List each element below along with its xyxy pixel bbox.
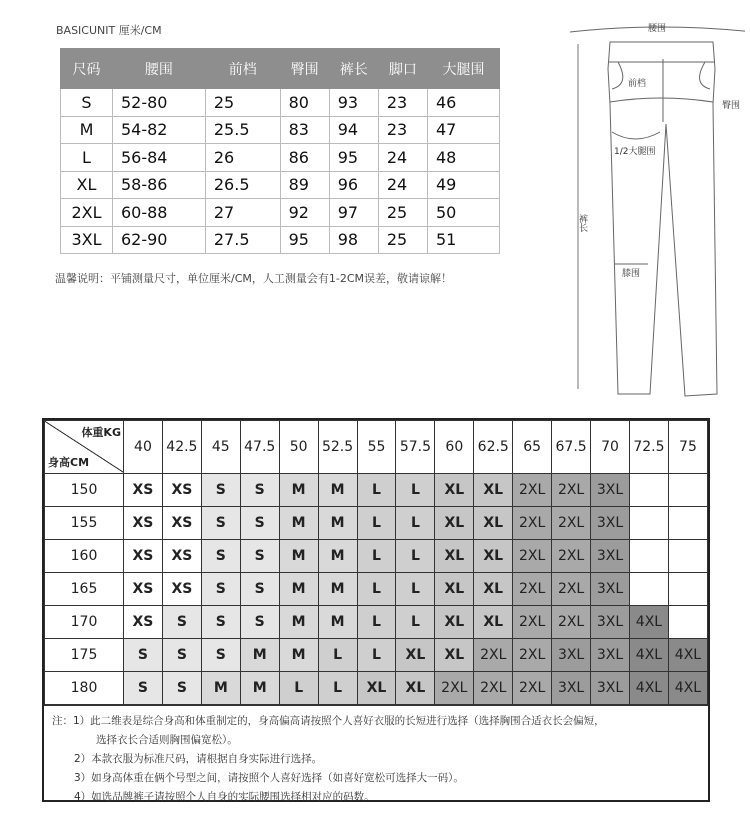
size-cell: 3XL: [552, 672, 591, 705]
note-2: 2）本款衣服为标准尺码，请根据自身实际进行选择。: [74, 753, 323, 765]
table-cell: 93: [329, 89, 378, 117]
size-cell: XL: [435, 540, 474, 573]
height-cell: 160: [45, 540, 124, 573]
size-cell: XL: [474, 573, 513, 606]
size-cell: XL: [396, 639, 435, 672]
size-cell: 4XL: [668, 672, 707, 705]
size-cell: L: [357, 507, 396, 540]
label-hip: 臀围: [722, 101, 741, 111]
note-1: 注：1）此二维表是综合身高和体重制定的，身高偏高请按照个人喜好衣服的长短进行选择（选择胸围合适衣长会偏短，: [52, 715, 605, 727]
weight-header: 52.5: [318, 421, 357, 474]
size-cell: S: [201, 507, 240, 540]
table-row: [61, 116, 500, 144]
size-cell: S: [201, 573, 240, 606]
weight-header: 75: [668, 421, 707, 474]
table-cell: 51: [427, 226, 499, 254]
size-row: [45, 474, 708, 507]
size-cell: [668, 507, 707, 540]
size-cell: L: [396, 507, 435, 540]
size-cell: S: [240, 573, 279, 606]
table-row: [61, 171, 500, 199]
table-cell: 46: [427, 89, 499, 117]
corner-header: [45, 421, 124, 474]
size-cell: S: [201, 606, 240, 639]
note-3: 3）如身高体重在俩个号型之间，请按照个人喜好选择（如喜好宽松可选择大一码）。: [74, 772, 464, 784]
column-header: 臀围: [280, 49, 329, 89]
size-cell: XS: [124, 507, 163, 540]
size-cell: [629, 573, 668, 606]
weight-header: 57.5: [396, 421, 435, 474]
pants-diagram: [570, 14, 745, 399]
column-header: 腰围: [112, 49, 205, 89]
table-cell: 95: [280, 226, 329, 254]
size-cell: 2XL: [513, 672, 552, 705]
size-cell: S: [240, 606, 279, 639]
size-row: [45, 573, 708, 606]
table-cell: 23: [378, 116, 427, 144]
size-cell: M: [240, 672, 279, 705]
size-cell: L: [396, 606, 435, 639]
table-cell: 24: [378, 144, 427, 172]
column-header: 前档: [205, 49, 280, 89]
size-cell: [629, 540, 668, 573]
table-cell: 47: [427, 116, 499, 144]
table-row: [61, 144, 500, 172]
size-cell: 3XL: [591, 474, 630, 507]
size-cell: M: [279, 474, 318, 507]
weight-header: 50: [279, 421, 318, 474]
size-cell: XS: [124, 540, 163, 573]
size-cell: 2XL: [513, 507, 552, 540]
size-row: [45, 672, 708, 705]
height-cell: 150: [45, 474, 124, 507]
size-cell: XL: [474, 606, 513, 639]
size-cell: XL: [435, 474, 474, 507]
size-cell: M: [279, 540, 318, 573]
weight-header: 72.5: [629, 421, 668, 474]
corner-diagonal: [45, 421, 124, 473]
table-cell: 56-84: [112, 144, 205, 172]
size-cell: [629, 474, 668, 507]
table-cell: 3XL: [61, 226, 113, 254]
table-cell: 54-82: [112, 116, 205, 144]
table-cell: 62-90: [112, 226, 205, 254]
size-cell: M: [318, 507, 357, 540]
size-cell: S: [201, 639, 240, 672]
table-cell: 98: [329, 226, 378, 254]
table-cell: XL: [61, 171, 113, 199]
table-cell: 52-80: [112, 89, 205, 117]
table-cell: 89: [280, 171, 329, 199]
table-cell: 27.5: [205, 226, 280, 254]
size-cell: S: [240, 474, 279, 507]
table-cell: 26: [205, 144, 280, 172]
size-cell: XL: [435, 639, 474, 672]
column-header: 脚口: [378, 49, 427, 89]
size-measurement-table: [60, 48, 500, 254]
table-cell: L: [61, 144, 113, 172]
weight-header: 40: [124, 421, 163, 474]
size-cell: 2XL: [513, 639, 552, 672]
size-cell: M: [318, 606, 357, 639]
column-header: 尺码: [61, 49, 113, 89]
size-cell: 2XL: [474, 639, 513, 672]
weight-header: 42.5: [162, 421, 201, 474]
size-cell: M: [240, 639, 279, 672]
size-cell: M: [279, 573, 318, 606]
size-cell: 2XL: [552, 606, 591, 639]
table-cell: 25.5: [205, 116, 280, 144]
size-cell: L: [318, 639, 357, 672]
size-cell: XL: [474, 507, 513, 540]
size-cell: M: [201, 672, 240, 705]
size-cell: L: [357, 606, 396, 639]
label-front-rise: 前档: [628, 79, 647, 89]
size-cell: 4XL: [629, 672, 668, 705]
size-cell: XS: [162, 507, 201, 540]
table-cell: 58-86: [112, 171, 205, 199]
height-cell: 175: [45, 639, 124, 672]
size-cell: M: [279, 606, 318, 639]
size-cell: L: [357, 639, 396, 672]
table-cell: 25: [378, 226, 427, 254]
table-cell: 49: [427, 171, 499, 199]
size-cell: 3XL: [552, 639, 591, 672]
label-half-thigh: 1/2大腿围: [614, 147, 656, 157]
size-cell: L: [279, 672, 318, 705]
size-row: [45, 606, 708, 639]
table-cell: 86: [280, 144, 329, 172]
weight-header: 70: [591, 421, 630, 474]
table-cell: 50: [427, 199, 499, 227]
weight-header: 45: [201, 421, 240, 474]
table-cell: 25: [378, 199, 427, 227]
size-cell: 2XL: [552, 540, 591, 573]
table-row: [61, 89, 500, 117]
table-cell: 83: [280, 116, 329, 144]
size-cell: XL: [396, 672, 435, 705]
size-cell: XS: [124, 606, 163, 639]
size-cell: 3XL: [591, 507, 630, 540]
size-cell: 2XL: [552, 474, 591, 507]
size-cell: XS: [162, 540, 201, 573]
size-cell: XL: [435, 606, 474, 639]
size-cell: 2XL: [552, 507, 591, 540]
table-row: [61, 226, 500, 254]
size-cell: XS: [162, 573, 201, 606]
size-cell: S: [124, 672, 163, 705]
size-cell: 2XL: [552, 573, 591, 606]
table-cell: 48: [427, 144, 499, 172]
label-knee: 膝围: [622, 269, 641, 279]
note-1-cont: 选择衣长合适则胸围偏宽松）。: [96, 734, 238, 746]
brand-unit-label: BASICUNIT 厘米/CM: [56, 24, 162, 37]
table-cell: 80: [280, 89, 329, 117]
size-cell: S: [162, 606, 201, 639]
weight-header: 55: [357, 421, 396, 474]
size-cell: 3XL: [591, 540, 630, 573]
size-cell: 3XL: [591, 672, 630, 705]
table-cell: 94: [329, 116, 378, 144]
size-row: [45, 639, 708, 672]
weight-axis-label: 体重KG: [81, 426, 121, 439]
size-cell: L: [357, 540, 396, 573]
weight-header: 47.5: [240, 421, 279, 474]
size-cell: L: [357, 474, 396, 507]
size-cell: S: [240, 507, 279, 540]
size-cell: [668, 606, 707, 639]
size-cell: M: [279, 507, 318, 540]
table-cell: 97: [329, 199, 378, 227]
table-cell: 25: [205, 89, 280, 117]
table-cell: 24: [378, 171, 427, 199]
size-cell: 3XL: [591, 573, 630, 606]
table-cell: 27: [205, 199, 280, 227]
size-cell: 2XL: [474, 672, 513, 705]
size-cell: XS: [124, 474, 163, 507]
table-cell: 23: [378, 89, 427, 117]
size-cell: S: [240, 540, 279, 573]
size-cell: [629, 507, 668, 540]
height-cell: 165: [45, 573, 124, 606]
label-length: 裤长: [577, 214, 587, 232]
table-cell: 60-88: [112, 199, 205, 227]
size-cell: XL: [357, 672, 396, 705]
size-cell: [668, 474, 707, 507]
size-cell: S: [124, 639, 163, 672]
height-cell: 155: [45, 507, 124, 540]
size-cell: [668, 573, 707, 606]
table-cell: 95: [329, 144, 378, 172]
size-cell: XL: [474, 540, 513, 573]
size-cell: 4XL: [629, 639, 668, 672]
size-cell: 4XL: [629, 606, 668, 639]
size-cell: S: [162, 639, 201, 672]
size-row: [45, 540, 708, 573]
pants-outline: [570, 27, 745, 396]
size-cell: S: [201, 540, 240, 573]
size-cell: [668, 540, 707, 573]
height-axis-label: 身高CM: [48, 456, 90, 469]
table-cell: M: [61, 116, 113, 144]
measurement-tip: 温馨说明：平铺测量尺寸，单位厘米/CM，人工测量会有1-2CM误差，敬请谅解！: [55, 272, 453, 285]
column-header: 大腿围: [427, 49, 499, 89]
size-cell: 2XL: [435, 672, 474, 705]
size-cell: L: [318, 672, 357, 705]
height-cell: 180: [45, 672, 124, 705]
size-cell: XL: [435, 507, 474, 540]
column-header: 裤长: [329, 49, 378, 89]
size-cell: 2XL: [513, 606, 552, 639]
table-cell: S: [61, 89, 113, 117]
weight-header: 60: [435, 421, 474, 474]
size-cell: XS: [124, 573, 163, 606]
label-waist: 腰围: [648, 24, 667, 34]
size-cell: M: [318, 474, 357, 507]
size-cell: 3XL: [591, 639, 630, 672]
size-cell: M: [318, 540, 357, 573]
table-cell: 96: [329, 171, 378, 199]
size-cell: S: [162, 672, 201, 705]
weight-header-row: [45, 421, 708, 474]
weight-header: 67.5: [552, 421, 591, 474]
height-weight-size-chart: [42, 418, 710, 802]
size-cell: 2XL: [513, 540, 552, 573]
size-cell: XS: [162, 474, 201, 507]
size-cell: 4XL: [668, 639, 707, 672]
notes: [44, 705, 708, 813]
size-cell: M: [279, 639, 318, 672]
size-cell: S: [201, 474, 240, 507]
note-4: 4）如选品牌裤子请按照个人自身的实际腰围选择相对应的码数。: [74, 791, 375, 803]
size-cell: XL: [474, 474, 513, 507]
size-cell: L: [396, 540, 435, 573]
size-cell: 2XL: [513, 474, 552, 507]
height-cell: 170: [45, 606, 124, 639]
size-cell: L: [396, 474, 435, 507]
table-row: [61, 199, 500, 227]
table-header-row: [61, 49, 500, 89]
table-cell: 2XL: [61, 199, 113, 227]
size-cell: 3XL: [591, 606, 630, 639]
size-row: [45, 507, 708, 540]
size-cell: L: [357, 573, 396, 606]
size-cell: M: [318, 573, 357, 606]
size-cell: L: [396, 573, 435, 606]
weight-header: 62.5: [474, 421, 513, 474]
size-cell: 2XL: [513, 573, 552, 606]
size-cell: XL: [435, 573, 474, 606]
table-cell: 92: [280, 199, 329, 227]
table-cell: 26.5: [205, 171, 280, 199]
weight-header: 65: [513, 421, 552, 474]
